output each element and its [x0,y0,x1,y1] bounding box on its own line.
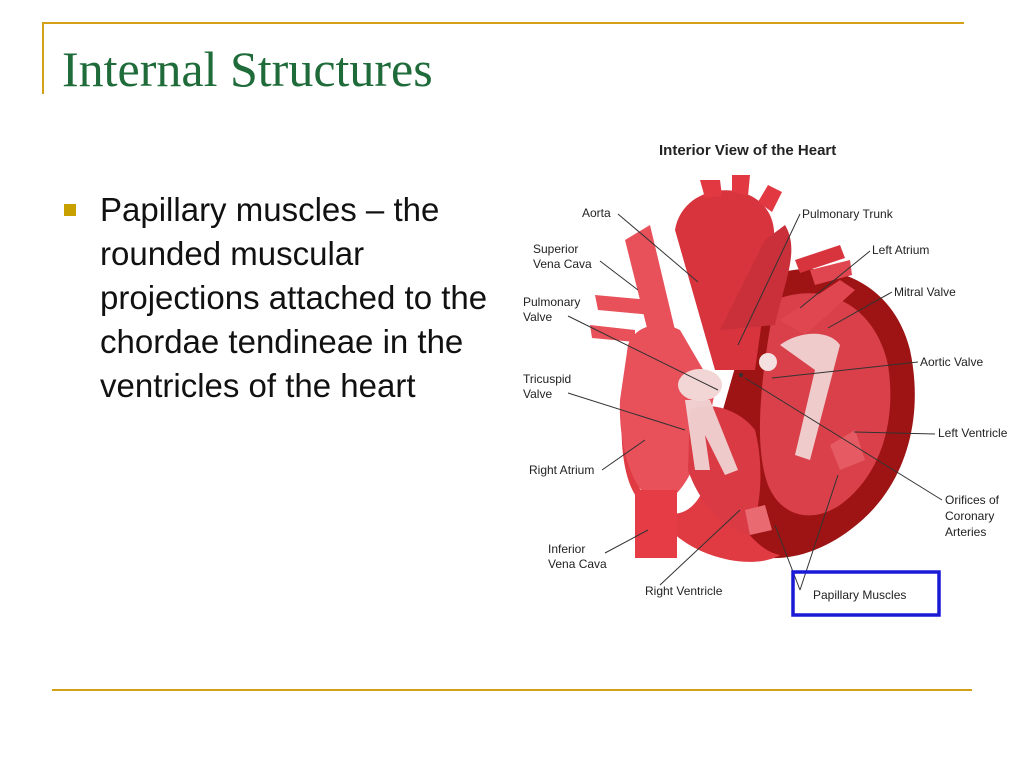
label-superior-vena-cava-line1: Superior [533,242,579,256]
label-right-ventricle: Right Ventricle [645,584,723,598]
label-left-ventricle: Left Ventricle [938,426,1008,440]
title-frame-left-rule [42,22,44,94]
label-aorta: Aorta [582,206,611,220]
label-orifices-coronary-line3: Arteries [945,525,987,539]
superior-vena-cava-vessel [625,225,675,340]
footer-rule [52,689,972,691]
heart-illustration [590,175,915,562]
slide-title: Internal Structures [62,41,433,97]
label-inferior-vena-cava-line2: Vena Cava [548,557,607,571]
bullet-text: Papillary muscles – the rounded muscular projections attached to the chordae tendineae in the ventricles of the heart [100,191,488,404]
label-orifices-coronary-line2: Coronary [945,509,995,523]
label-aortic-valve: Aortic Valve [920,355,984,369]
label-mitral-valve: Mitral Valve [894,285,956,299]
label-left-atrium: Left Atrium [872,243,930,257]
label-pulmonary-valve-line2: Valve [523,310,553,324]
inferior-vena-cava-vessel [635,490,677,558]
coronary-orifice-marker [739,373,743,377]
label-tricuspid-valve-line1: Tricuspid [523,372,572,386]
label-superior-vena-cava-line2: Vena Cava [533,257,592,271]
label-tricuspid-valve-line2: Valve [523,387,553,401]
title-frame-top-rule [42,22,964,24]
diagram-title: Interior View of the Heart [659,142,837,159]
heart-diagram [510,130,1020,630]
label-inferior-vena-cava-line1: Inferior [548,542,586,556]
label-orifices-coronary-line1: Orifices of [945,493,1000,507]
square-bullet-icon [64,204,76,216]
label-papillary-muscles: Papillary Muscles [813,588,907,602]
label-right-atrium: Right Atrium [529,463,595,477]
aortic-valve-shape [759,353,777,371]
label-pulmonary-trunk: Pulmonary Trunk [802,207,893,221]
label-pulmonary-valve-line1: Pulmonary [523,295,581,309]
right-pulmonary-artery-stub [590,325,635,342]
bullet-list [62,188,492,408]
